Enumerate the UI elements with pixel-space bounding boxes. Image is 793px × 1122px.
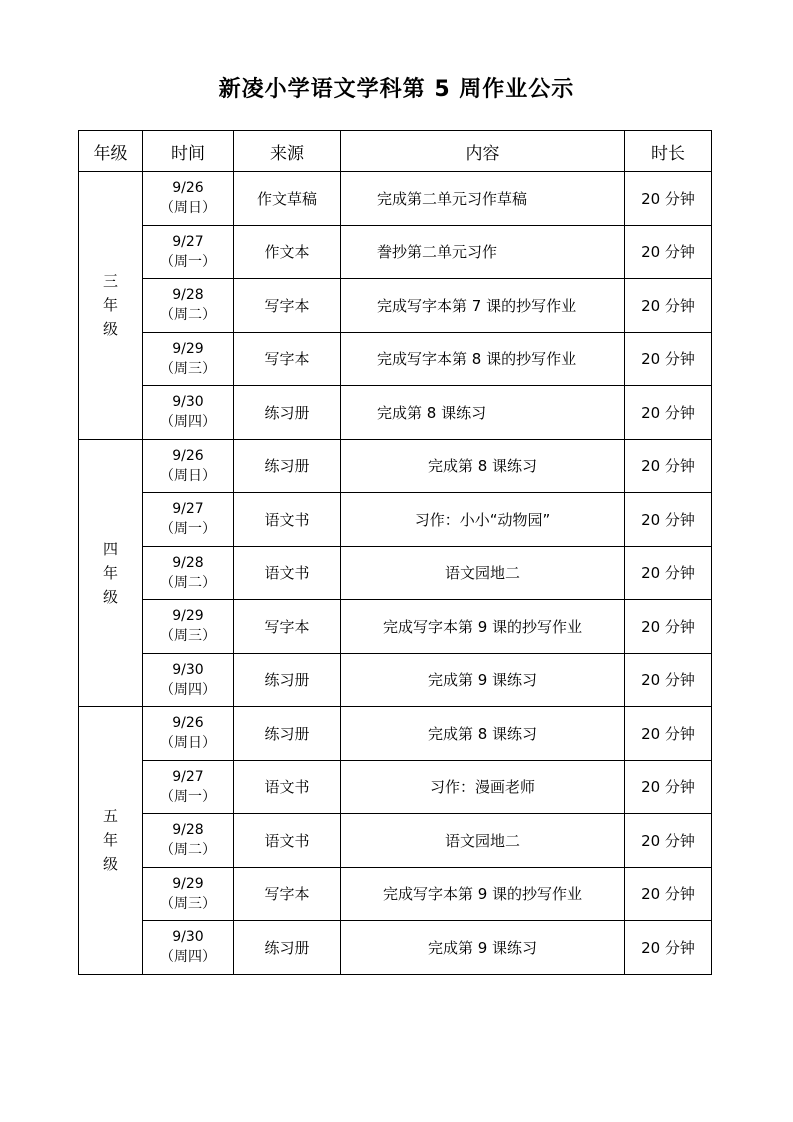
weekday-value: （周日）	[160, 200, 216, 217]
content-cell: 完成写字本第 7 课的抄写作业	[341, 279, 625, 333]
duration-cell: 20 分钟	[625, 760, 712, 814]
grade-cell	[79, 172, 143, 440]
date-value: 9/28	[172, 822, 204, 839]
weekday-value: （周三）	[160, 895, 216, 912]
content-cell: 完成第 8 课练习	[341, 707, 625, 761]
duration-cell: 20 分钟	[625, 546, 712, 600]
date-value: 9/27	[172, 768, 204, 785]
weekday-value: （周一）	[160, 521, 216, 538]
duration-cell: 20 分钟	[625, 225, 712, 279]
date-value: 9/29	[172, 340, 204, 357]
duration-cell: 20 分钟	[625, 707, 712, 761]
duration-cell: 20 分钟	[625, 600, 712, 654]
table-row	[79, 600, 712, 654]
date-cell	[143, 760, 234, 814]
grade-cell	[79, 707, 143, 975]
weekday-value: （周日）	[160, 735, 216, 752]
table-row	[79, 172, 712, 226]
duration-cell: 20 分钟	[625, 332, 712, 386]
date-value: 9/28	[172, 554, 204, 571]
table-row	[79, 279, 712, 333]
date-cell	[143, 921, 234, 975]
source-cell: 写字本	[234, 279, 341, 333]
source-cell: 练习册	[234, 653, 341, 707]
content-cell: 誊抄第二单元习作	[341, 225, 625, 279]
table-header-row	[79, 131, 712, 172]
date-cell	[143, 172, 234, 226]
content-cell: 完成写字本第 8 课的抄写作业	[341, 332, 625, 386]
source-cell: 练习册	[234, 439, 341, 493]
date-value: 9/26	[172, 180, 204, 197]
date-cell	[143, 707, 234, 761]
date-value: 9/30	[172, 929, 204, 946]
date-cell	[143, 814, 234, 868]
date-cell	[143, 546, 234, 600]
content-cell: 习作：小小“动物园”	[341, 493, 625, 547]
content-cell: 完成写字本第 9 课的抄写作业	[341, 600, 625, 654]
grade-label: 五 年 级	[102, 807, 118, 874]
source-cell: 语文书	[234, 546, 341, 600]
header-content: 内容	[341, 131, 625, 172]
source-cell: 练习册	[234, 707, 341, 761]
date-cell	[143, 867, 234, 921]
weekday-value: （周四）	[160, 681, 216, 698]
date-value: 9/27	[172, 233, 204, 250]
duration-cell: 20 分钟	[625, 653, 712, 707]
source-cell: 写字本	[234, 332, 341, 386]
header-source: 来源	[234, 131, 341, 172]
table-row	[79, 814, 712, 868]
date-value: 9/30	[172, 394, 204, 411]
date-cell	[143, 493, 234, 547]
date-cell	[143, 653, 234, 707]
duration-cell: 20 分钟	[625, 279, 712, 333]
table-row	[79, 707, 712, 761]
source-cell: 练习册	[234, 386, 341, 440]
duration-cell: 20 分钟	[625, 867, 712, 921]
duration-cell: 20 分钟	[625, 172, 712, 226]
date-cell	[143, 332, 234, 386]
weekday-value: （周三）	[160, 628, 216, 645]
table-row	[79, 760, 712, 814]
date-value: 9/27	[172, 501, 204, 518]
date-cell	[143, 279, 234, 333]
duration-cell: 20 分钟	[625, 814, 712, 868]
date-cell	[143, 600, 234, 654]
duration-cell: 20 分钟	[625, 439, 712, 493]
table-body	[79, 172, 712, 975]
date-cell	[143, 439, 234, 493]
weekday-value: （周四）	[160, 949, 216, 966]
table-row	[79, 225, 712, 279]
weekday-value: （周二）	[160, 307, 216, 324]
content-cell: 完成写字本第 9 课的抄写作业	[341, 867, 625, 921]
content-cell: 语文园地二	[341, 814, 625, 868]
source-cell: 作文本	[234, 225, 341, 279]
header-grade: 年级	[79, 131, 143, 172]
content-cell: 习作：漫画老师	[341, 760, 625, 814]
table-row	[79, 493, 712, 547]
date-cell	[143, 386, 234, 440]
weekday-value: （周二）	[160, 574, 216, 591]
content-cell: 语文园地二	[341, 546, 625, 600]
date-value: 9/26	[172, 715, 204, 732]
table-row	[79, 867, 712, 921]
duration-cell: 20 分钟	[625, 493, 712, 547]
date-value: 9/29	[172, 608, 204, 625]
header-duration: 时长	[625, 131, 712, 172]
date-value: 9/28	[172, 287, 204, 304]
table-row	[79, 386, 712, 440]
table-row	[79, 439, 712, 493]
content-cell: 完成第 9 课练习	[341, 653, 625, 707]
grade-label: 三 年 级	[102, 272, 118, 339]
weekday-value: （周日）	[160, 467, 216, 484]
content-cell: 完成第 8 课练习	[341, 439, 625, 493]
content-cell: 完成第 9 课练习	[341, 921, 625, 975]
content-cell: 完成第二单元习作草稿	[341, 172, 625, 226]
grade-cell	[79, 439, 143, 707]
header-time: 时间	[143, 131, 234, 172]
source-cell: 写字本	[234, 867, 341, 921]
source-cell: 语文书	[234, 760, 341, 814]
grade-label: 四 年 级	[102, 539, 118, 606]
weekday-value: （周三）	[160, 360, 216, 377]
content-cell: 完成第 8 课练习	[341, 386, 625, 440]
date-value: 9/30	[172, 661, 204, 678]
source-cell: 作文草稿	[234, 172, 341, 226]
table-row	[79, 653, 712, 707]
source-cell: 写字本	[234, 600, 341, 654]
duration-cell: 20 分钟	[625, 921, 712, 975]
source-cell: 语文书	[234, 814, 341, 868]
date-value: 9/29	[172, 875, 204, 892]
page-title: 新凌小学语文学科第 5 周作业公示	[218, 77, 575, 102]
date-value: 9/26	[172, 447, 204, 464]
source-cell: 语文书	[234, 493, 341, 547]
table-row	[79, 921, 712, 975]
weekday-value: （周四）	[160, 414, 216, 431]
table-row	[79, 546, 712, 600]
weekday-value: （周一）	[160, 253, 216, 270]
source-cell: 练习册	[234, 921, 341, 975]
duration-cell: 20 分钟	[625, 386, 712, 440]
table-row	[79, 332, 712, 386]
weekday-value: （周一）	[160, 788, 216, 805]
weekday-value: （周二）	[160, 842, 216, 859]
homework-table	[78, 130, 712, 975]
date-cell	[143, 225, 234, 279]
